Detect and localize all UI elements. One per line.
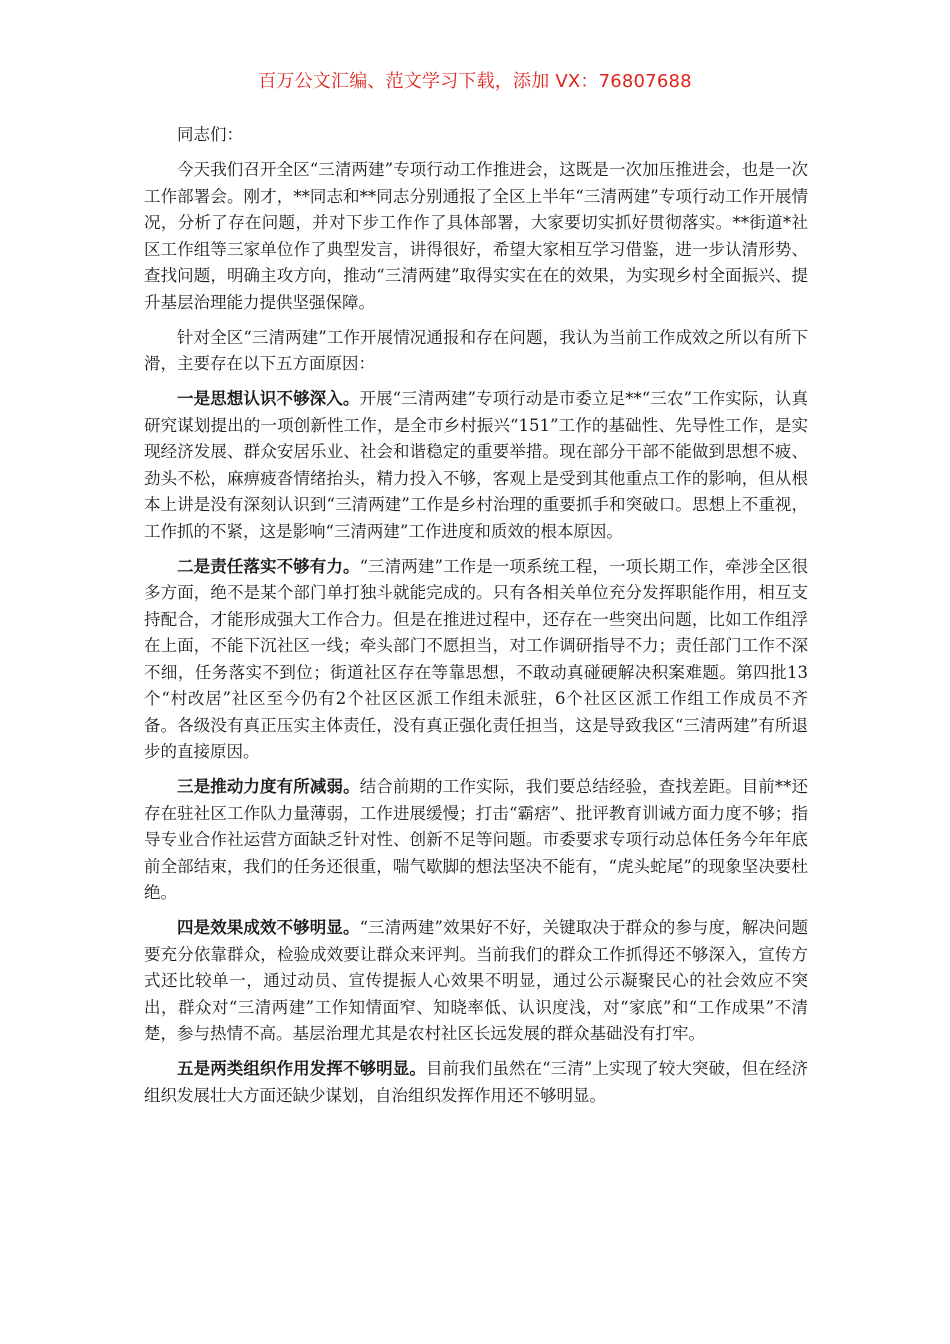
paragraph-lead: 五是两类组织作用发挥不够明显。 bbox=[177, 1059, 426, 1078]
salutation: 同志们： bbox=[177, 125, 243, 144]
paragraph-text: 针对全区“三清两建”工作开展情况通报和存在问题，我认为当前工作成效之所以有所下滑，主要存在以下五方面原因： bbox=[144, 327, 808, 373]
paragraph-text: 结合前期的工作实际，我们要总结经验，查找差距。目前**还存在驻社区工作队力量薄弱，工作进展缓慢；打击“霸痞”、批评教育训诫方面力度不够；指导专业合作社运营方面缺乏针对性、创新不足等问题。市委要求专项行动总体任务今年年底前全部结束，我们的任务还很重，喘气歇脚的想法坚决不能有，“虎头蛇尾”的现象坚决要杜绝。 bbox=[144, 777, 809, 902]
paragraph-text: 开展“三清两建”专项行动是市委立足**“三农”工作实际，认真研究谋划提出的一项创新性工作，是全市乡村振兴“151”工作的基础性、先导性工作，是实现经济发展、群众安居乐业、社会和谐稳定的重要举措。现在部分干部不能做到思想不疲、劲头不松，麻痹疲沓情绪抬头，精力投入不够，客观上是受到其他重点工作的影响，但从根本上讲是没有深刻认识到“三清两建”工作是乡村治理的重要抓手和突破口。思想上不重视，工作抓的不紧，这是影响“三清两建”工作进度和质效的根本原因。 bbox=[144, 389, 809, 541]
paragraph-reason-1 bbox=[144, 386, 808, 545]
paragraph-text: “三清两建”工作是一项系统工程，一项长期工作，牵涉全区很多方面，绝不是某个部门单打独斗就能完成的。只有各相关单位充分发挥职能作用，相互支持配合，才能形成强大工作合力。但是在推进过程中，还存在一些突出问题，比如工作组浮在上面，不能下沉社区一线；牵头部门不愿担当，对工作调研指导不力；责任部门工作不深不细，任务落实不到位；街道社区存在等靠思想，不敢动真碰硬解决积案难题。第四批13个“村改居”社区至今仍有2个社区区派工作组未派驻，6个社区区派工作组工作成员不齐备。各级没有真正压实主体责任，没有真正强化责任担当，这是导致我区“三清两建”有所退步的直接原因。 bbox=[144, 556, 809, 761]
paragraph-lead: 三是推动力度有所减弱。 bbox=[177, 777, 360, 796]
paragraph-reason-2 bbox=[144, 554, 808, 766]
paragraph-summary bbox=[144, 325, 808, 378]
header-banner: 百万公文汇编、范文学习下载，添加 VX：76807688 bbox=[258, 71, 692, 92]
paragraph-reason-4 bbox=[144, 915, 808, 1048]
paragraph-text: 目前我们虽然在“三清”上实现了较大突破，但在经济组织发展壮大方面还缺少谋划，自治组织发挥作用还不够明显。 bbox=[144, 1059, 809, 1105]
paragraph-reason-5 bbox=[144, 1056, 808, 1109]
paragraph-reason-3 bbox=[144, 774, 808, 907]
paragraph-lead: 四是效果成效不够明显。 bbox=[177, 918, 360, 937]
paragraph-text: “三清两建”效果好不好，关键取决于群众的参与度，解决问题要充分依靠群众，检验成效要让群众来评判。当前我们的群众工作抓得还不够深入，宣传方式还比较单一，通过动员、宣传提振人心效果不明显，通过公示凝聚民心的社会效应不突出，群众对“三清两建”工作知情面窄、知晓率低、认识度浅，对“家底”和“工作成果”不清楚，参与热情不高。基层治理尤其是农村社区长远发展的群众基础没有打牢。 bbox=[144, 918, 809, 1043]
paragraph-text: 今天我们召开全区“三清两建”专项行动工作推进会，这既是一次加压推进会，也是一次工作部署会。刚才，**同志和**同志分别通报了全区上半年“三清两建”专项行动工作开展情况，分析了存在问题，并对下步工作作了具体部署，大家要切实抓好贯彻落实。**街道*社区工作组等三家单位作了典型发言，讲得很好，希望大家相互学习借鉴，进一步认清形势、查找问题，明确主攻方向，推动“三清两建”取得实实在在的效果，为实现乡村全面振兴、提升基层治理能力提供坚强保障。 bbox=[144, 160, 808, 312]
paragraph-lead: 二是责任落实不够有力。 bbox=[177, 556, 360, 576]
document-body bbox=[144, 122, 808, 1118]
paragraph-lead: 一是思想认识不够深入。 bbox=[177, 389, 360, 408]
paragraph-intro bbox=[144, 157, 808, 316]
